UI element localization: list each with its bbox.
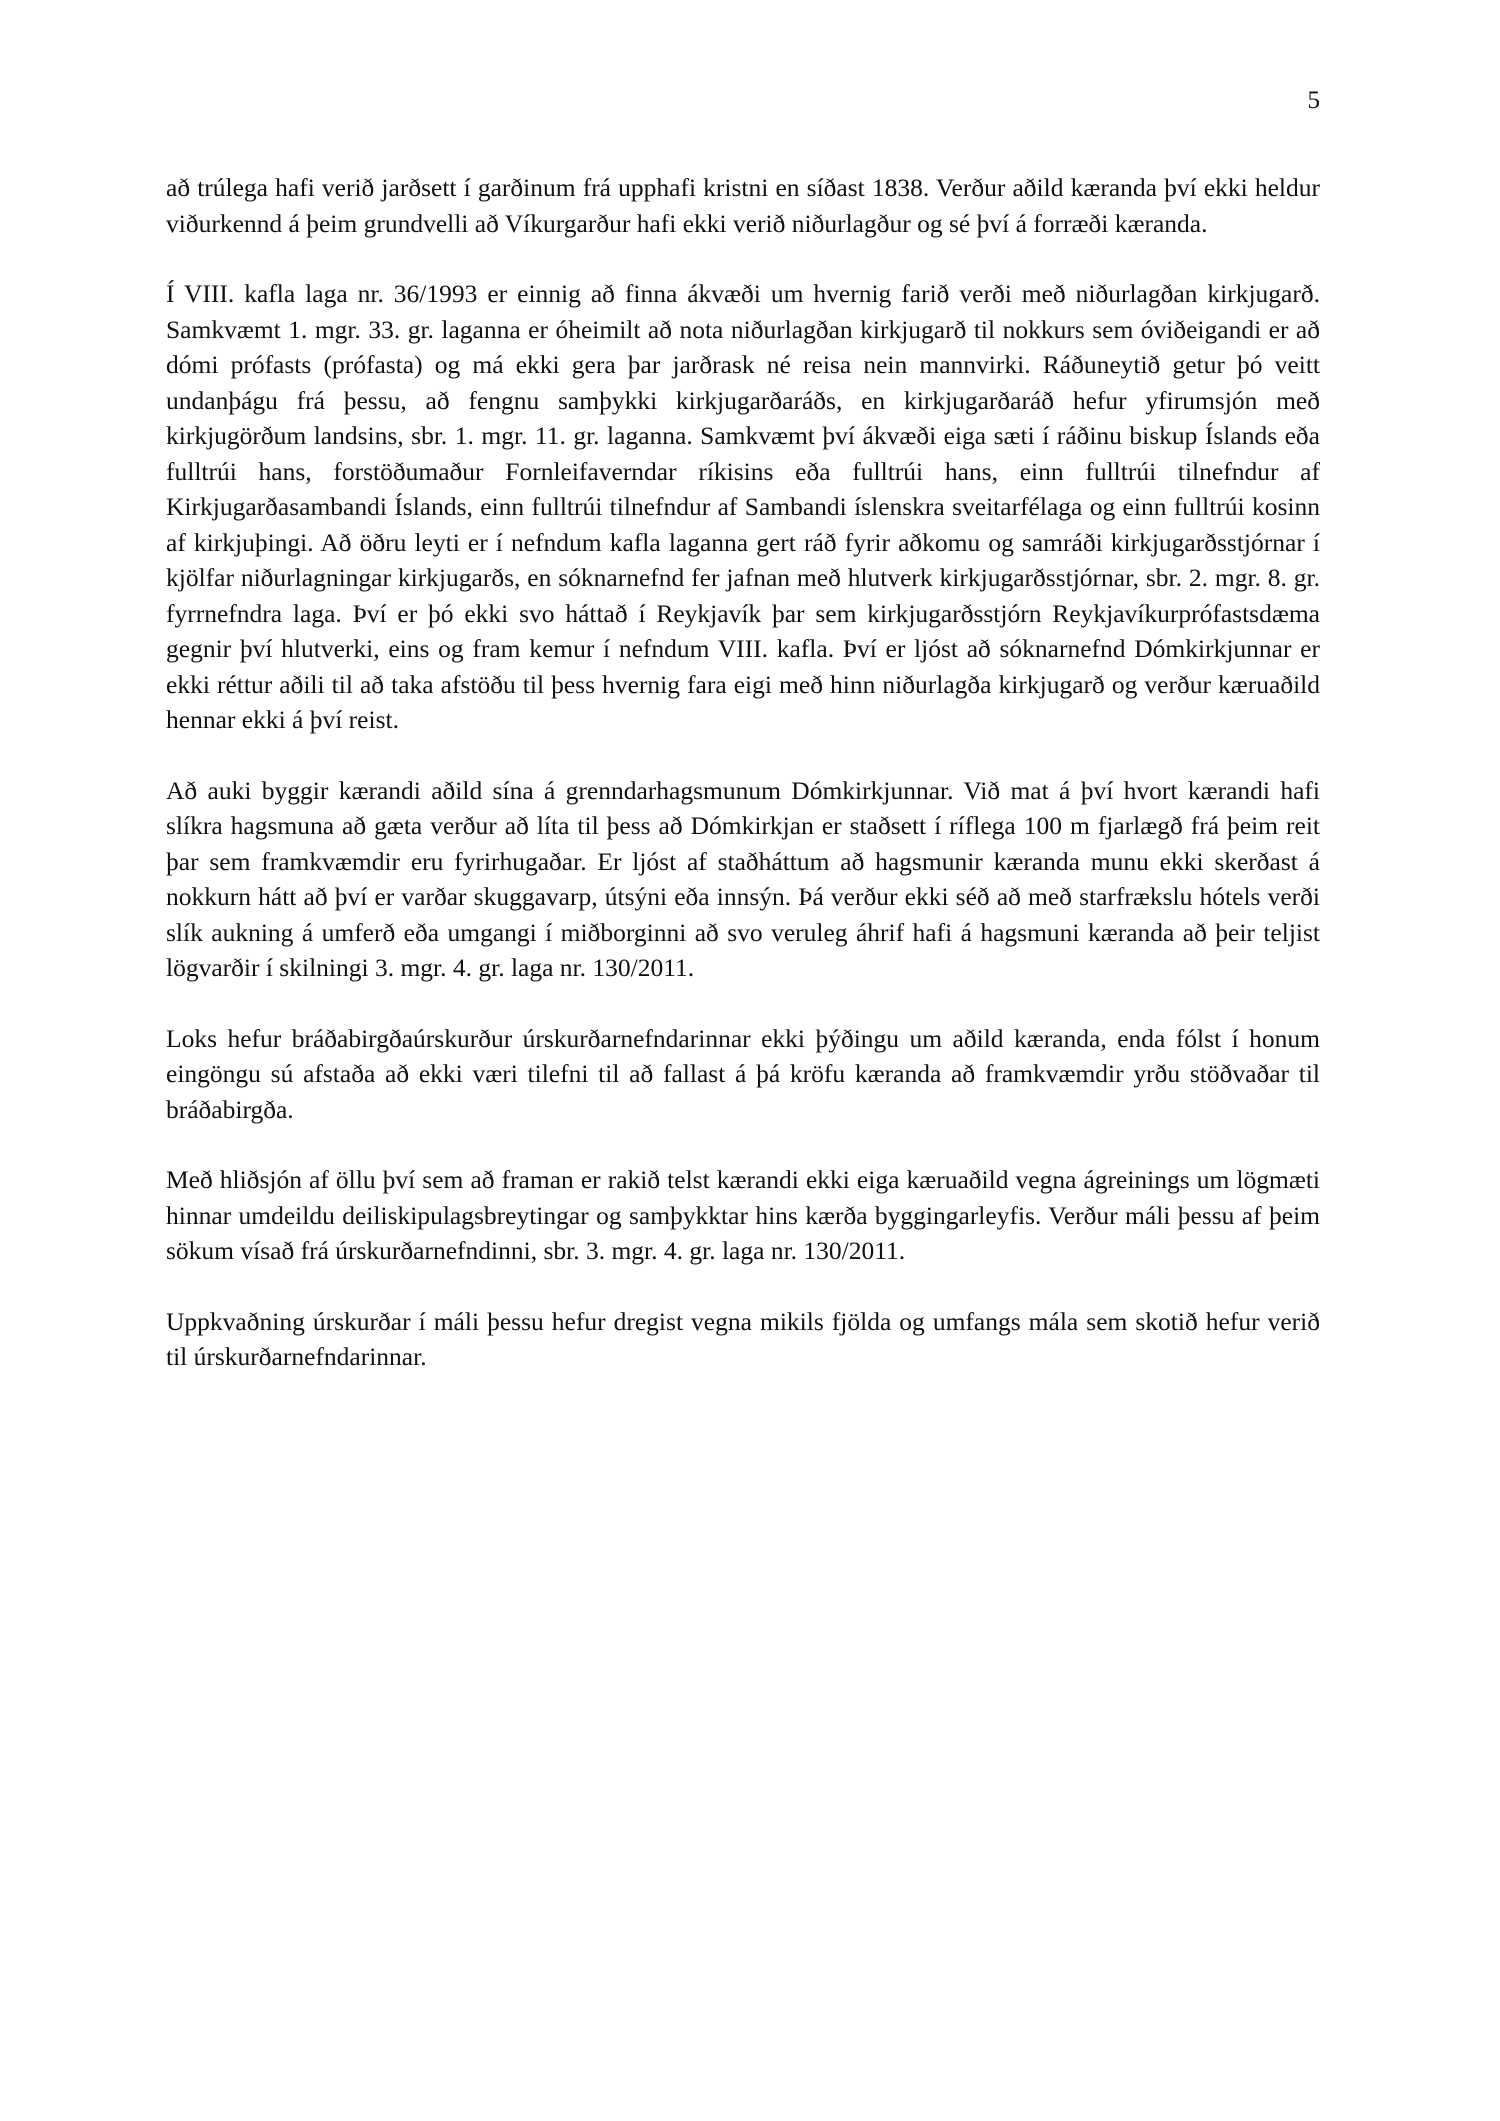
paragraph-1: að trúlega hafi verið jarðsett í garðinum frá upphafi kristni en síðast 1838. Verður aðild kæranda því ekki heldur viðurkennd á þeim grundvelli að Víkurgarður hafi ekki verið niðurlagður og sé því á forræði kæranda. (166, 173, 1320, 238)
paragraph-3: Að auki byggir kærandi aðild sína á grenndarhagsmunum Dómkirkjunnar. Við mat á því hvort kærandi hafi slíkra hagsmuna að gæta verður að líta til þess að Dómkirkjan er staðsett í ríflega 100 m fjarlægð frá þeim reit þar sem framkvæmdir eru fyrirhugaðar. Er ljóst af staðháttum að hagsmunir kæranda munu ekki skerðast á nokkurn hátt að því er varðar skuggavarp, útsýni eða innsýn. Þá verður ekki séð að með starfrækslu hótels verði slík aukning á umferð eða umgangi í miðborginni að svo veruleg áhrif hafi á hagsmuni kæranda að þeir teljist lögvarðir í skilningi 3. mgr. 4. gr. laga nr. 130/2011. (166, 775, 1320, 982)
paragraph-4: Loks hefur bráðabirgðaúrskurður úrskurðarnefndarinnar ekki þýðingu um aðild kæranda, enda fólst í honum eingöngu sú afstaða að ekki væri tilefni til að fallast á þá kröfu kæranda að framkvæmdir yrðu stöðvaðar til bráðabirgða. (166, 1023, 1320, 1124)
page-number: 5 (1307, 87, 1320, 114)
paragraph-5: Með hliðsjón af öllu því sem að framan er rakið telst kærandi ekki eiga kæruaðild vegna ágreinings um lögmæti hinnar umdeildu deiliskipulagsbreytingar og samþykktar hins kærða byggingarleyfis. Verður máli þessu af þeim sökum vísað frá úrskurðarnefndinni, sbr. 3. mgr. 4. gr. laga nr. 130/2011. (166, 1165, 1320, 1265)
paragraph-2: Í VIII. kafla laga nr. 36/1993 er einnig að finna ákvæði um hvernig farið verði með niðurlagðan kirkjugarð. Samkvæmt 1. mgr. 33. gr. laganna er óheimilt að nota niðurlagðan kirkjugarð til nokkurs sem óviðeigandi er að dómi prófasts (prófasta) og má ekki gera þar jarðrask né reisa nein mannvirki. Ráðuneytið getur þó veitt undanþágu frá þessu, að fengnu samþykki kirkjugarðaráðs, en kirkjugarðaráð hefur yfirumsjón með kirkjugörðum landsins, sbr. 1. mgr. 11. gr. laganna. Samkvæmt því ákvæði eiga sæti í ráðinu biskup Íslands eða fulltrúi hans, forstöðumaður Fornleifaverndar ríkisins eða fulltrúi hans, einn fulltrúi tilnefndur af Kirkjugarðasambandi Íslands, einn fulltrúi tilnefndur af Sambandi íslenskra sveitarfélaga og einn fulltrúi kosinn af kirkjuþingi. Að öðru leyti er í nefndum kafla laganna gert ráð fyrir aðkomu og samráði kirkjugarðsstjórnar í kjölfar niðurlagningar kirkjugarðs, en sóknarnefnd fer jafnan með hlutverk kirkjugarðsstjórnar, sbr. 2. mgr. 8. gr. fyrrnefndra laga. Því er þó ekki svo háttað í Reykjavík þar sem kirkjugarðsstjórn Reykjavíkurprófastsdæma gegnir því hlutverki, eins og fram kemur í nefndum VIII. kafla. Því er ljóst að sóknarnefnd Dómkirkjunnar er ekki réttur aðili til að taka afstöðu til þess hvernig fara eigi með hinn niðurlagða kirkjugarð og verður kæruaðild hennar ekki á því reist. (166, 279, 1320, 734)
paragraph-6: Uppkvaðning úrskurðar í máli þessu hefur dregist vegna mikils fjölda og umfangs mála sem skotið hefur verið til úrskurðarnefndarinnar. (166, 1306, 1320, 1371)
document-body (166, 170, 1320, 1410)
